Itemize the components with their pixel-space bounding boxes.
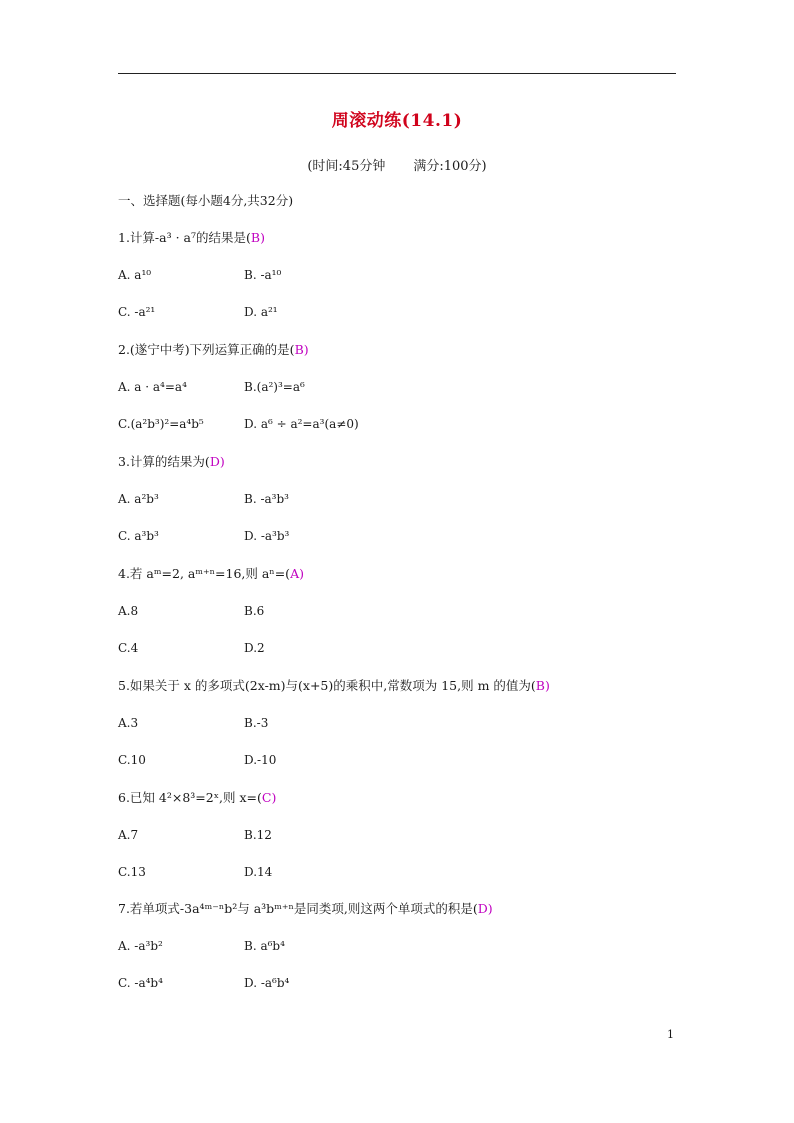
option-a: A.3 <box>118 716 139 730</box>
answer-close: ) <box>271 790 277 805</box>
option-d: D.2 <box>244 641 265 655</box>
option-a: A.7 <box>118 828 139 842</box>
time-limit: (时间:45分钟 <box>307 159 386 174</box>
header-rule <box>118 73 676 74</box>
answer-close: ) <box>544 678 550 693</box>
option-d: D. -a³b³ <box>244 529 290 543</box>
answer-letter: D <box>477 901 488 916</box>
page-number: 1 <box>667 1028 674 1041</box>
question-2 <box>118 342 309 358</box>
option-a: A.8 <box>118 604 139 618</box>
answer-letter: B <box>250 230 261 245</box>
question-text: 6.已知 4²×8³=2ˣ,则 x=( <box>118 790 262 805</box>
question-6 <box>118 790 276 806</box>
option-b: B. -a³b³ <box>244 492 289 506</box>
answer-letter: B <box>535 678 545 693</box>
answer-close: ) <box>260 230 265 245</box>
option-c: C. -a²¹ <box>118 305 156 319</box>
option-b: B. a⁶b⁴ <box>244 939 285 953</box>
option-c: C.4 <box>118 641 139 655</box>
full-score: 满分:100分) <box>413 159 487 174</box>
option-c: C. -a⁴b⁴ <box>118 976 163 990</box>
option-c: C. a³b³ <box>118 529 159 543</box>
question-5 <box>118 678 550 694</box>
option-b: B.-3 <box>244 716 269 730</box>
page-title: 周滚动练(14.1) <box>331 111 463 131</box>
answer-letter: C <box>261 790 272 805</box>
option-b: B.6 <box>244 604 265 618</box>
question-text: 2.(遂宁中考)下列运算正确的是( <box>118 342 295 357</box>
question-text: 1.计算-a³ · a⁷的结果是( <box>118 230 251 245</box>
question-text: 7.若单项式-3a⁴ᵐ⁻ⁿb²与 a³bᵐ⁺ⁿ是同类项,则这两个单项式的积是( <box>118 901 478 916</box>
option-a: A. -a³b² <box>118 939 163 953</box>
answer-close: ) <box>219 454 225 469</box>
option-a: A. a¹⁰ <box>118 268 152 282</box>
answer-letter: D <box>209 454 220 469</box>
answer-close: ) <box>303 342 309 357</box>
option-b: B. -a¹⁰ <box>244 268 282 282</box>
option-c: C.10 <box>118 753 146 767</box>
section-heading: 一、选择题(每小题4分,共32分) <box>118 193 294 208</box>
option-a: A. a · a⁴=a⁴ <box>118 380 187 394</box>
option-d: D. -a⁶b⁴ <box>244 976 290 990</box>
option-d: D. a⁶ ÷ a²=a³(a≠0) <box>244 417 359 431</box>
question-4 <box>118 566 304 582</box>
question-text: 4.若 aᵐ=2, aᵐ⁺ⁿ=16,则 aⁿ=( <box>118 566 291 581</box>
option-d: D.14 <box>244 865 273 879</box>
answer-close: ) <box>299 566 304 581</box>
answer-letter: B <box>294 342 304 357</box>
answer-letter: A <box>290 566 300 581</box>
question-text: 3.计算的结果为( <box>118 454 210 469</box>
option-c: C.13 <box>118 865 146 879</box>
option-c: C.(a²b³)²=a⁴b⁵ <box>118 417 204 431</box>
question-3 <box>118 454 225 470</box>
question-7 <box>118 901 493 917</box>
answer-close: ) <box>487 901 493 916</box>
option-b: B.(a²)³=a⁶ <box>244 380 305 394</box>
question-1 <box>118 230 265 246</box>
option-d: D. a²¹ <box>244 305 278 319</box>
option-b: B.12 <box>244 828 272 842</box>
question-text: 5.如果关于 x 的多项式(2x-m)与(x+5)的乘积中,常数项为 15,则 m 的值为( <box>118 678 536 693</box>
option-d: D.-10 <box>244 753 277 767</box>
option-a: A. a²b³ <box>118 492 159 506</box>
exam-info <box>0 155 794 174</box>
